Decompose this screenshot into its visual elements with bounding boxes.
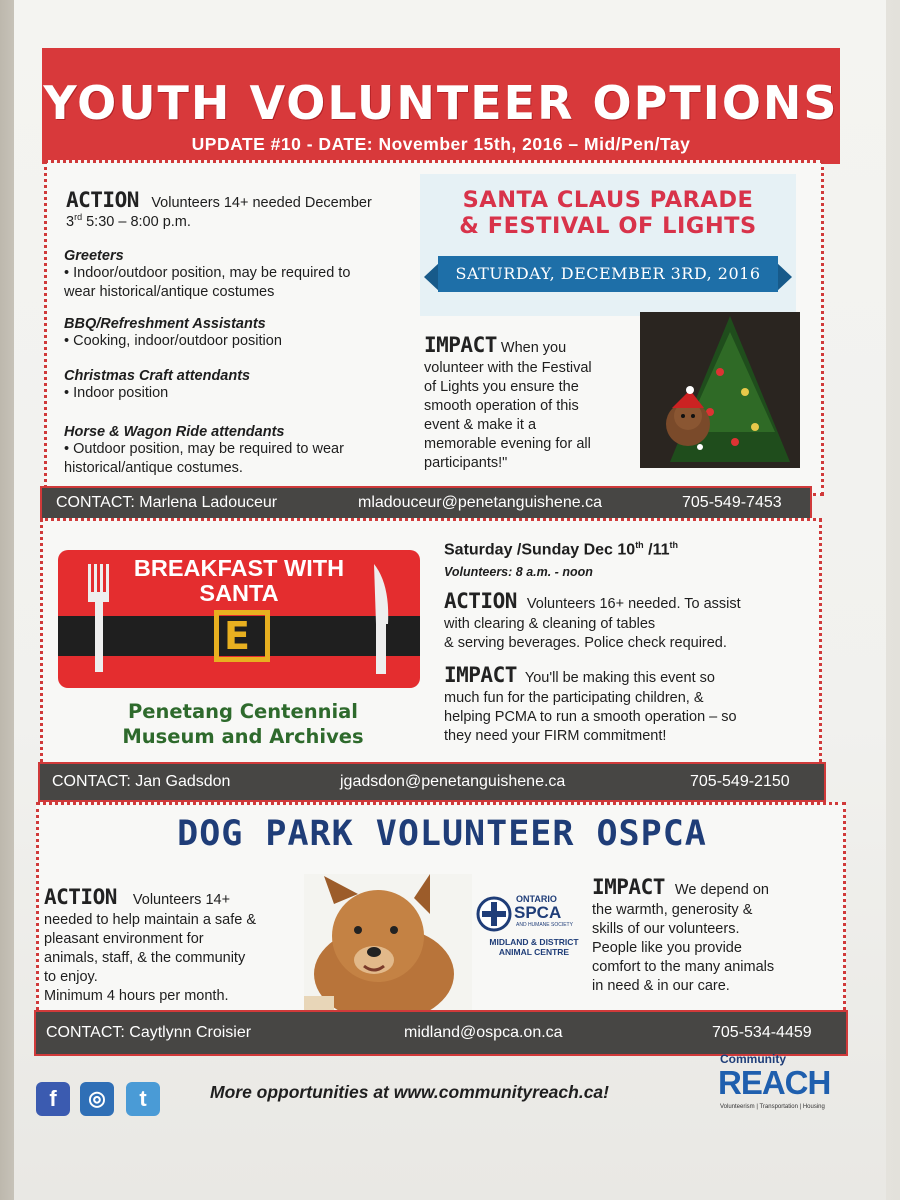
role-detail: • Outdoor position, may be required to wear [64,441,344,457]
impact-heading: IMPACT [444,663,517,687]
flyer-update-line: UPDATE #10 - DATE: November 15th, 2016 – Mid/Pen/Tay [191,134,691,154]
dog-icon [304,874,472,1014]
impact-heading: IMPACT [592,875,665,899]
reach-community: Community [720,1052,786,1066]
reach-wordmark: REACH [718,1064,831,1101]
title-banner [42,48,840,164]
role-detail: historical/antique costumes. [64,459,243,476]
breakfast-volunteer-time: Volunteers: 8 a.m. - noon [444,565,593,579]
contact-email[interactable]: midland@ospca.on.ca [404,1024,563,1041]
action-heading: ACTION [444,589,517,613]
parade-action [66,188,426,213]
dog-park-impact: IMPACT We depend on the warmth, generosity & skills of our volunteers. People like you provide comfort to the many animals in need & in our care. [592,875,775,994]
contact-phone[interactable]: 705-549-7453 [682,494,782,511]
flyer-title: YOUTH VOLUNTEER OPTIONS [43,76,839,130]
role-craft [64,368,250,403]
breakfast-date: Saturday /Sunday Dec 10th /11th [444,540,678,559]
role-greeters [64,248,350,302]
breakfast-with-santa-graphic [58,550,420,688]
contact-name: CONTACT: Jan Gadsdon [52,773,231,790]
logo-centre: MIDLAND & DISTRICT ANIMAL CENTRE [489,937,579,957]
action-heading: ACTION [44,885,117,909]
buckle-letter: E [224,614,250,658]
twitter-icon[interactable]: t [126,1082,160,1116]
role-detail: wear historical/antique costumes [64,283,275,300]
facebook-icon[interactable]: f [36,1082,70,1116]
role-bbq [64,316,282,351]
parade-impact: IMPACT When you volunteer with the Festival of Lights you ensure the smooth operation of this event & make it a memorable evening for all participants!" [424,333,592,471]
reach-tagline: Volunteerism | Transportation | Housing [720,1104,825,1110]
christmas-tree-photo [640,312,800,468]
role-horse-wagon [64,424,344,478]
role-detail: • Indoor/outdoor position, may be required to [64,265,351,281]
contact-name: CONTACT: Marlena Ladouceur [56,494,278,511]
role-title: Greeters [64,248,124,264]
ospca-logo [476,890,586,970]
christmas-tree-icon [640,312,800,468]
logo-ontario: ONTARIO [516,894,557,904]
action-time: 3rd 5:30 – 8:00 p.m. [66,212,191,230]
ribbon-right-tail [776,262,792,292]
contact-phone[interactable]: 705-549-2150 [690,773,790,790]
action-heading: ACTION [66,188,139,212]
dog-photo [304,874,472,1014]
instagram-icon[interactable]: ◎ [80,1082,114,1116]
breakfast-impact: IMPACT You'll be making this event so much fun for the participating children, & helping PCMA to run a smooth operation – so they need your FIRM commitment! [444,663,737,744]
museum-name: Penetang Centennial Museum and Archives [122,700,364,748]
breakfast-graphic-title: BREAKFAST WITH SANTA [133,555,345,607]
logo-spca: SPCA [514,903,562,922]
breakfast-action: ACTION Volunteers 16+ needed. To assist with clearing & cleaning of tables & serving beverages. Police check required. [444,589,741,652]
role-detail: • Cooking, indoor/outdoor position [64,333,282,349]
role-title: Christmas Craft attendants [64,368,251,384]
contact-phone[interactable]: 705-534-4459 [712,1024,812,1041]
logo-society: AND HUMANE SOCIETY [516,922,573,928]
parade-date-ribbon: SATURDAY, DECEMBER 3RD, 2016 [438,256,778,292]
knife-icon [370,564,392,676]
parade-graphic-title: SANTA CLAUS PARADE & FESTIVAL OF LIGHTS [459,187,757,239]
role-title: BBQ/Refreshment Assistants [64,316,266,332]
community-reach-logo [716,1052,850,1122]
contact-bar-jan [38,762,826,802]
contact-email[interactable]: mladouceur@penetanguishene.ca [358,494,602,511]
role-title: Horse & Wagon Ride attendants [64,424,285,440]
fork-icon [86,564,112,674]
impact-heading: IMPACT [424,333,497,357]
dog-park-title: DOG PARK VOLUNTEER OSPCA [177,814,707,854]
contact-bar-marlena [40,486,812,520]
more-opportunities-link[interactable]: More opportunities at www.communityreach.ca! [210,1082,609,1102]
dog-park-action: ACTION Volunteers 14+ needed to help maintain a safe & pleasant environment for animals, staff, & the community to enjoy. Minimum 4 hours per month. [44,885,257,1004]
contact-email[interactable]: jgadsdon@penetanguishene.ca [340,773,566,790]
santa-parade-graphic [420,174,796,316]
action-text: Volunteers 14+ needed December [151,195,372,211]
contact-bar-caytlynn [34,1010,848,1056]
role-detail: • Indoor position [64,385,169,401]
contact-name: CONTACT: Caytlynn Croisier [46,1024,252,1041]
